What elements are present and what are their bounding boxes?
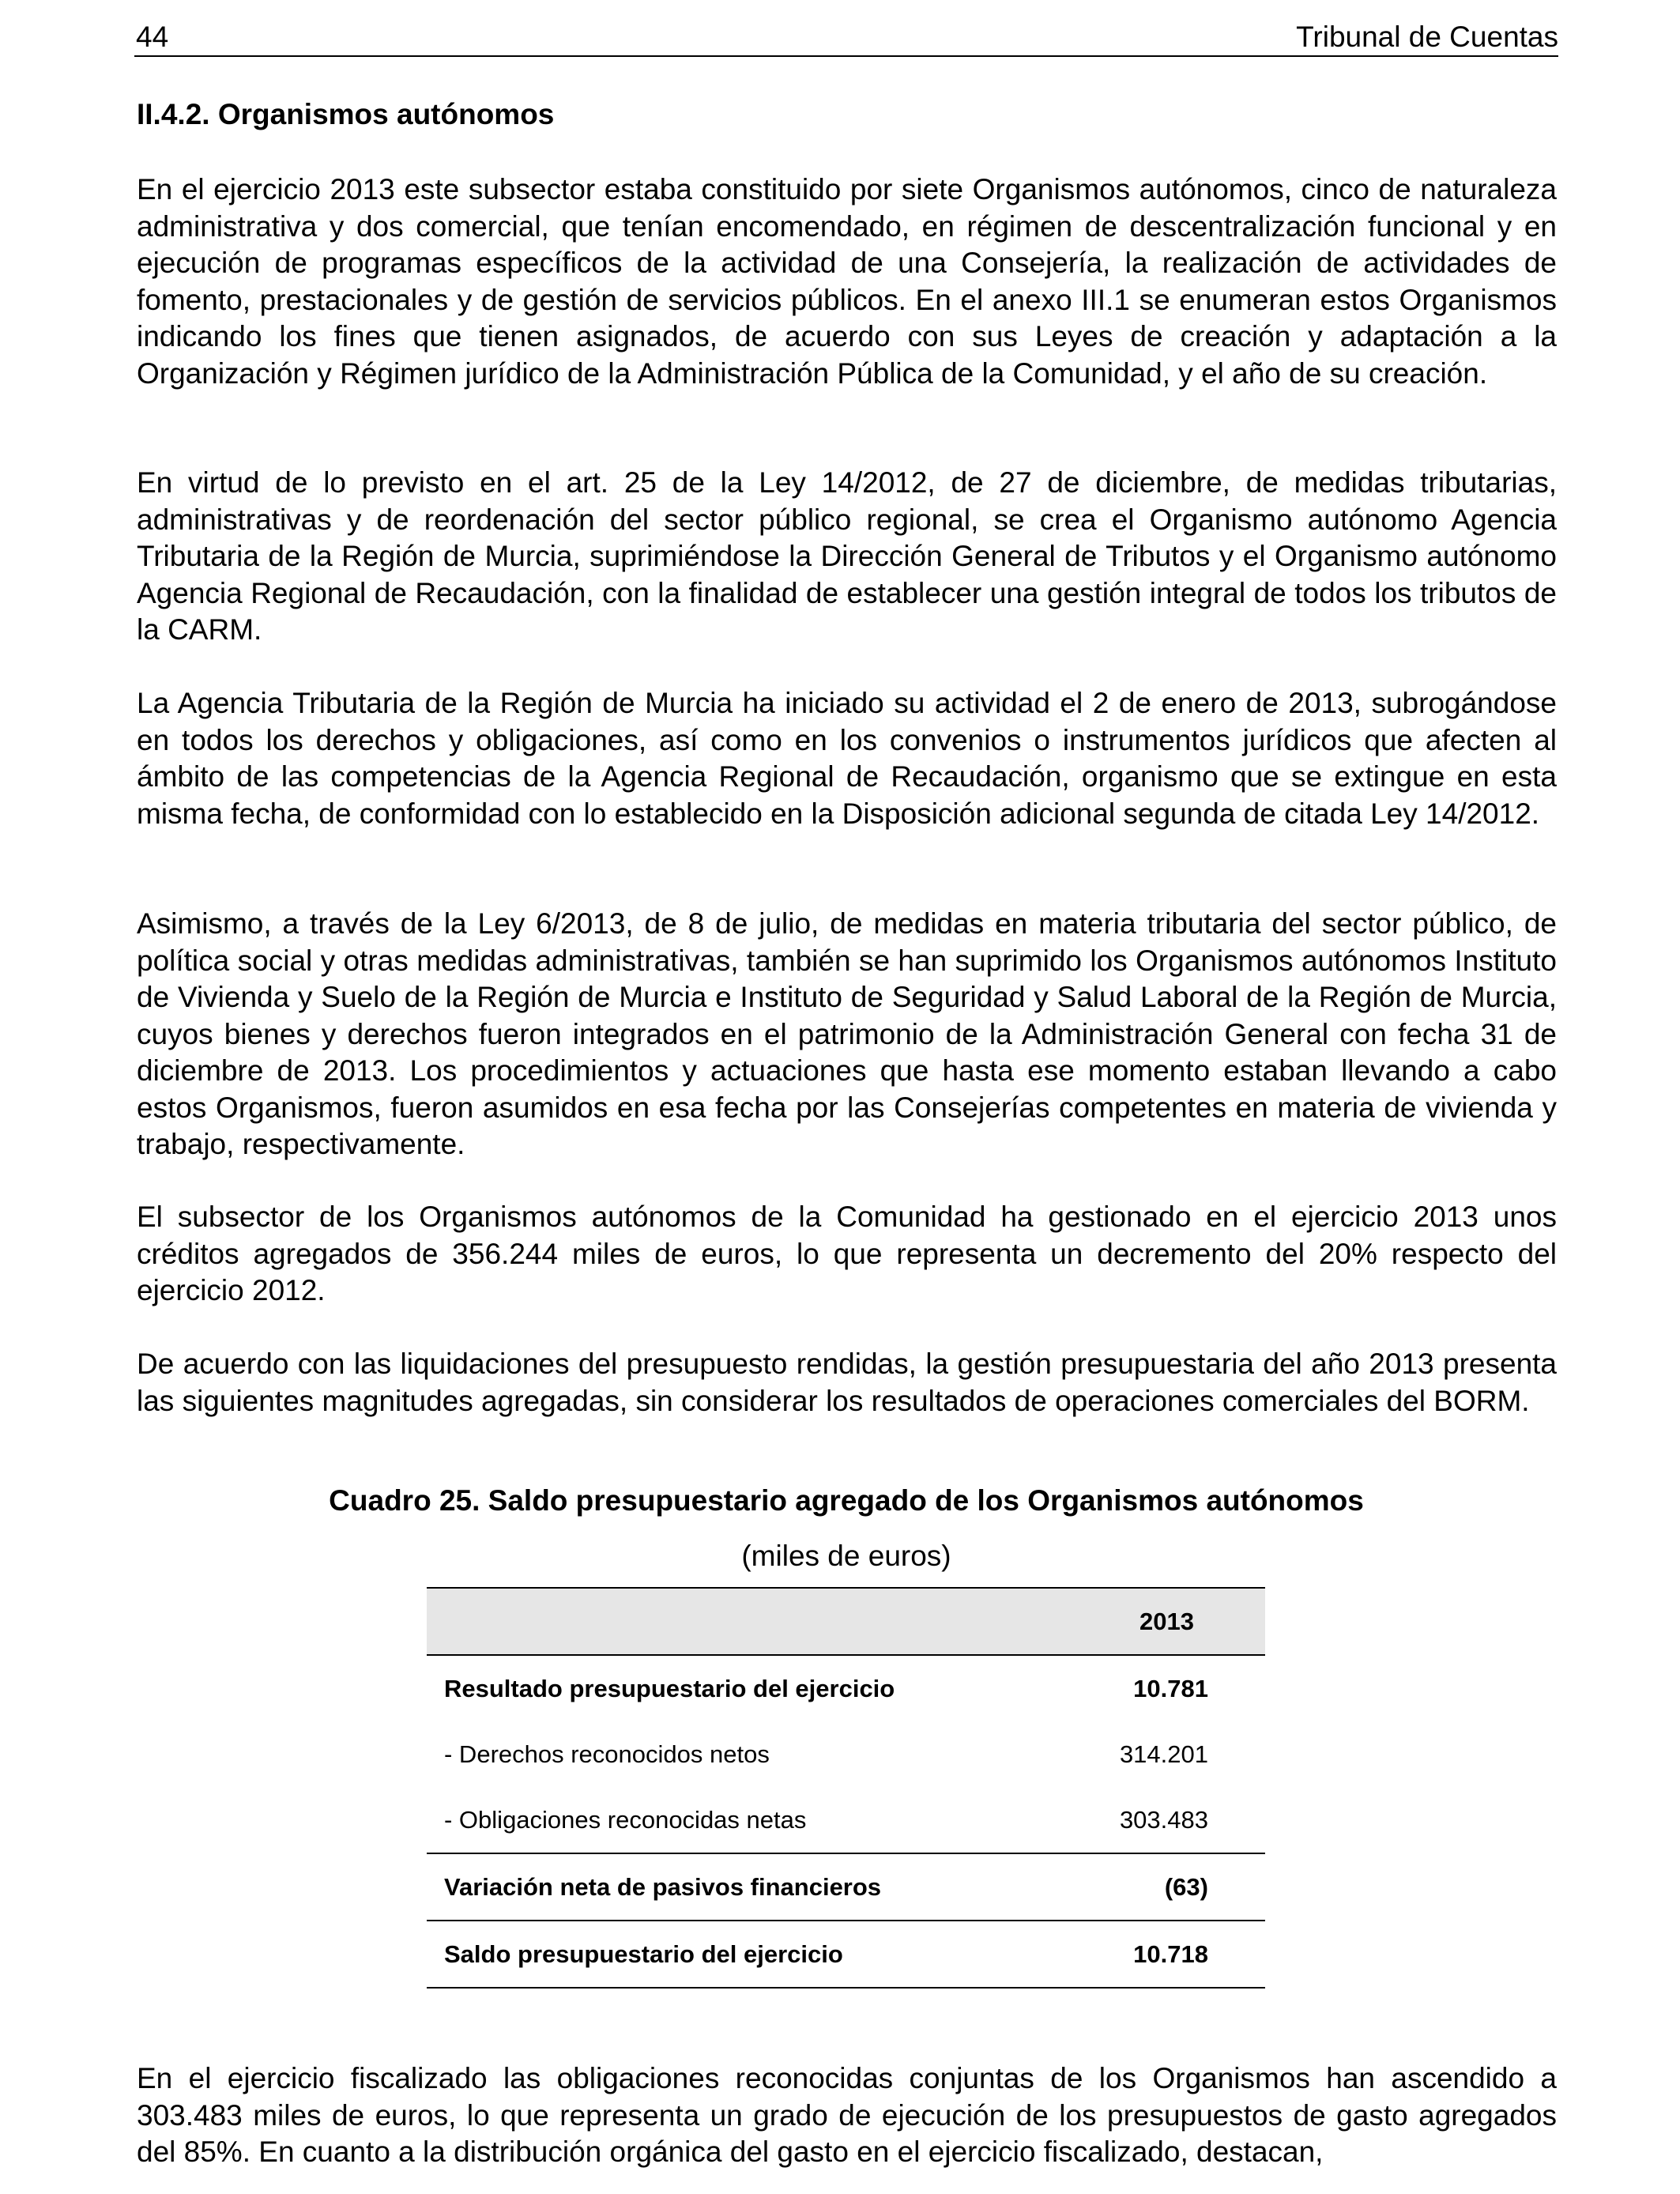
budget-balance-table <box>427 1587 1265 1989</box>
table-header-empty <box>427 1588 1068 1655</box>
row-label: Saldo presupuestario del ejercicio <box>444 1940 843 1968</box>
page-header <box>134 17 1558 57</box>
paragraph-5: El subsector de los Organismos autónomos de la Comunidad ha gestionado en el ejercicio 2013 unos créditos agregados de 356.244 miles de euros, lo que representa un decremento del 20% respecto del ejercicio 2012. <box>137 1201 1557 1306</box>
row-label: Resultado presupuestario del ejercicio <box>444 1674 895 1702</box>
paragraph-6: De acuerdo con las liquidaciones del presupuesto rendidas, la gestión presupuestaria del año 2013 presenta las siguientes magnitudes agregadas, sin considerar los resultados de operaciones comerciales del BORM. <box>137 1348 1557 1417</box>
row-value: 10.781 <box>1133 1674 1208 1702</box>
row-label: - Obligaciones reconocidas netas <box>444 1805 807 1834</box>
row-value: 303.483 <box>1119 1805 1208 1834</box>
paragraph-3: La Agencia Tributaria de la Región de Murcia ha iniciado su actividad el 2 de enero de 2013, subrogándose en todos los derechos y obligaciones, así como en los convenios o instrumentos jurídicos que afecten al ámbito de las competencias de la Agencia Regional de Recaudación, organismo que se extingue en esta misma fecha, de conformidad con lo establecido en la Disposición adicional segunda de citada Ley 14/2012. <box>137 687 1557 830</box>
row-label: Variación neta de pasivos financieros <box>444 1872 882 1901</box>
table-row <box>427 1787 1265 1853</box>
table-row <box>427 1655 1265 1721</box>
table-row <box>427 1921 1265 1988</box>
publisher-name: Tribunal de Cuentas <box>1296 21 1558 53</box>
paragraph-1: En el ejercicio 2013 este subsector estaba constituido por siete Organismos autónomos, cinco de naturaleza administrativa y dos comercial, que tenían encomendado, en régimen de descentralización funcional y en ejecución de programas específicos de la actividad de una Consejería, la realización de actividades de fomento, prestacionales y de gestión de servicios públicos. En el anexo III.1 se enumeran estos Organismos indicando los fines que tienen asignados, de acuerdo con sus Leyes de creación y adaptación a la Organización y Régimen jurídico de la Administración Pública de la Comunidad, y el año de su creación. <box>137 173 1557 390</box>
row-value: (63) <box>1164 1872 1208 1901</box>
paragraph-2: En virtud de lo previsto en el art. 25 de la Ley 14/2012, de 27 de diciembre, de medidas tributarias, administrativas y de reordenación del sector público regional, se crea el Organismo autónomo Agencia Tributaria de la Región de Murcia, suprimiéndose la Dirección General de Tributos y el Organismo autónomo Agencia Regional de Recaudación, con la finalidad de establecer una gestión integral de todos los tributos de la CARM. <box>137 466 1557 646</box>
section-title: II.4.2. Organismos autónomos <box>137 98 555 130</box>
paragraph-4: Asimismo, a través de la Ley 6/2013, de 8 de julio, de medidas en materia tributaria del sector público, de política social y otras medidas administrativas, también se han suprimido los Organismos autónomos Instituto de Vivienda y Suelo de la Región de Murcia e Instituto de Seguridad y Salud Laboral de la Región de Murcia, cuyos bienes y derechos fueron integrados en el patrimonio de la Administración General con fecha 31 de diciembre de 2013. Los procedimientos y actuaciones que hasta ese momento estaban llevando a cabo estos Organismos, fueron asumidos en esa fecha por las Consejerías competentes en materia de vivienda y trabajo, respectivamente. <box>137 907 1557 1160</box>
table-caption: Cuadro 25. Saldo presupuestario agregado de los Organismos autónomos <box>329 1484 1364 1517</box>
row-label: - Derechos reconocidos netos <box>444 1740 770 1768</box>
row-value: 314.201 <box>1119 1740 1208 1768</box>
table-header-row <box>427 1588 1265 1655</box>
page-number: 44 <box>136 21 169 53</box>
paragraph-7: En el ejercicio fiscalizado las obligaciones reconocidas conjuntas de los Organismos han ascendido a 303.483 miles de euros, lo que representa un grado de ejecución de los presupuestos de gasto agregados del 85%. En cuanto a la distribución orgánica del gasto en el ejercicio fiscalizado, destacan, <box>137 2062 1557 2168</box>
table-units: (miles de euros) <box>741 1540 951 1572</box>
row-value: 10.718 <box>1133 1940 1208 1968</box>
table-row <box>427 1721 1265 1787</box>
table-header-year: 2013 <box>1139 1607 1194 1635</box>
table-row <box>427 1853 1265 1921</box>
